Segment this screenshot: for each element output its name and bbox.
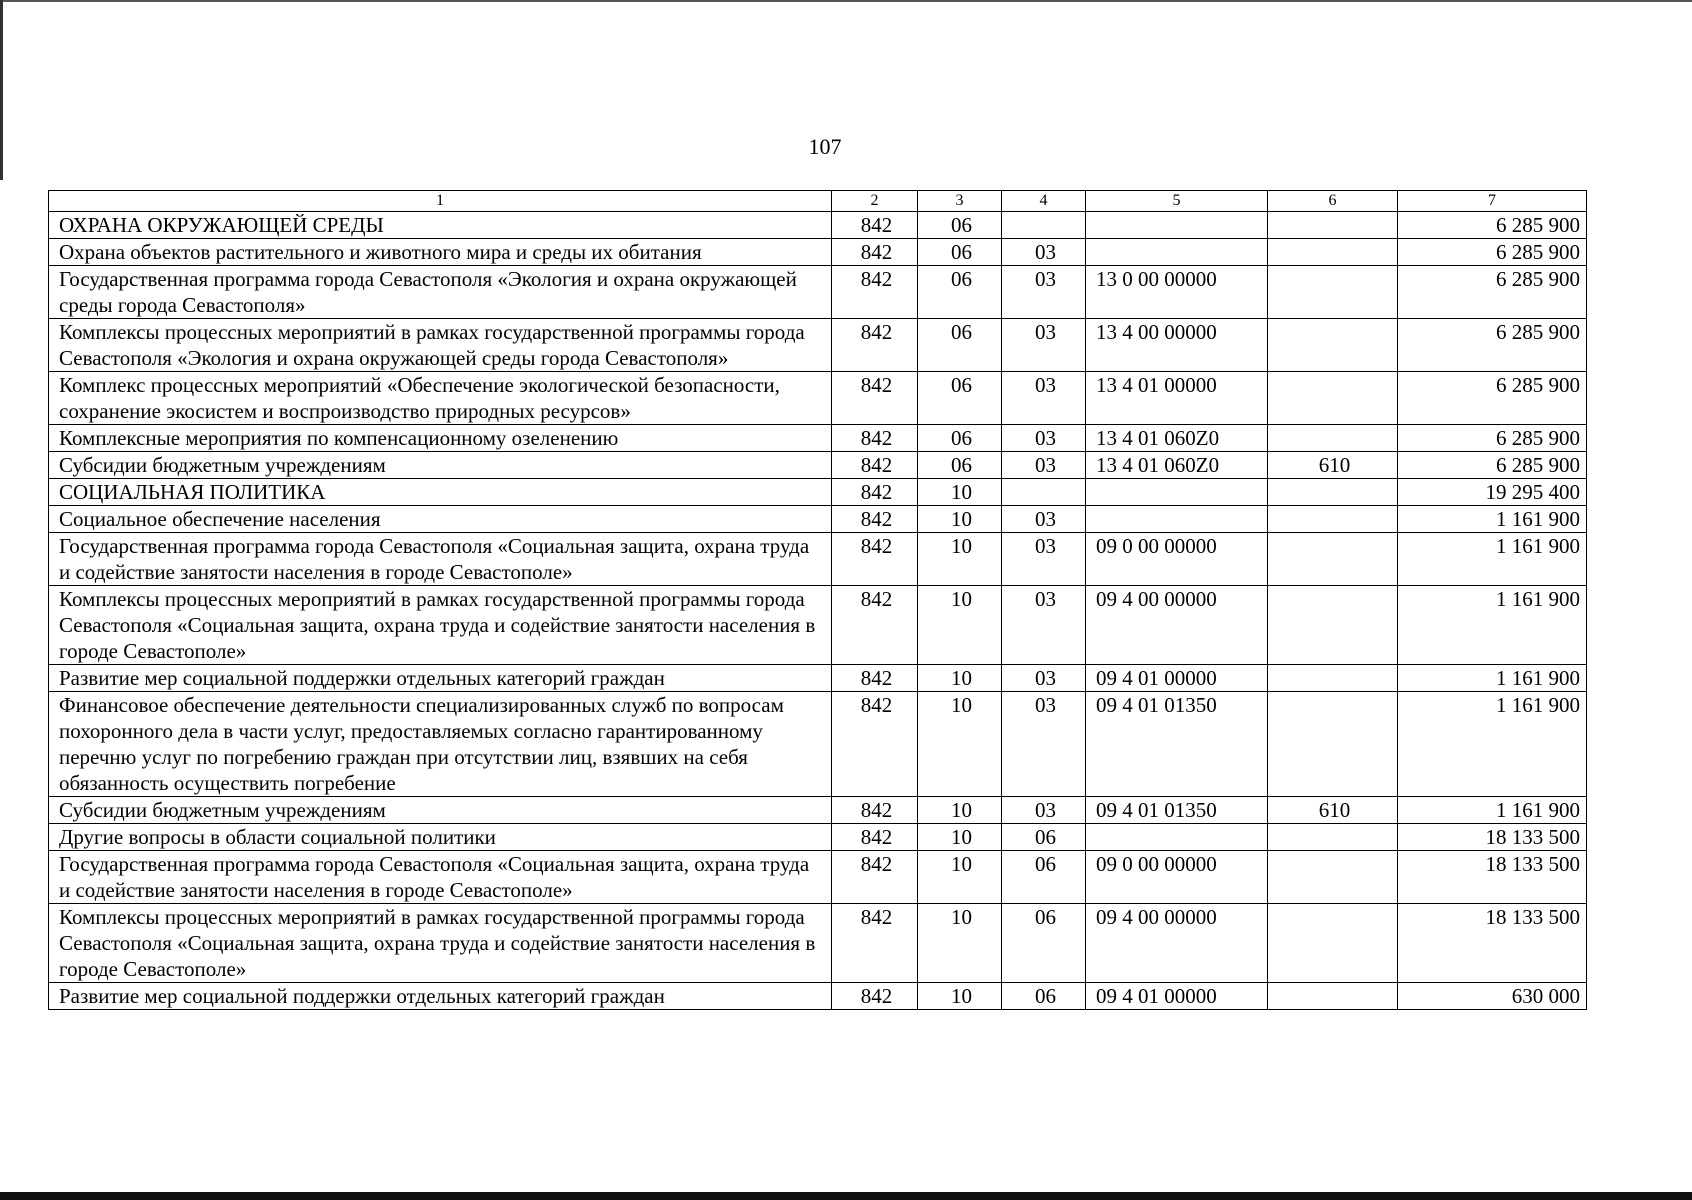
- table-row: [49, 665, 1587, 692]
- cell-subsection: 03: [1002, 533, 1086, 586]
- cell-admin-code: 842: [832, 533, 918, 586]
- cell-expense-type: [1268, 506, 1398, 533]
- table-row: [49, 425, 1587, 452]
- table-row: [49, 319, 1587, 372]
- scan-edge-left: [0, 0, 3, 180]
- cell-section: 06: [918, 425, 1002, 452]
- table-row: [49, 533, 1587, 586]
- cell-name: Развитие мер социальной поддержки отдельных категорий граждан: [49, 665, 832, 692]
- cell-section: 06: [918, 266, 1002, 319]
- cell-amount: 1 161 900: [1398, 533, 1587, 586]
- cell-name: Комплексы процессных мероприятий в рамках государственной программы города Севастополя «Социальная защита, охрана труда и содействие занятости населения в городе Севастополе»: [49, 586, 832, 665]
- column-header: 6: [1268, 191, 1398, 212]
- cell-target-code: 13 4 01 00000: [1086, 372, 1268, 425]
- cell-subsection: 03: [1002, 266, 1086, 319]
- cell-admin-code: 842: [832, 797, 918, 824]
- cell-expense-type: 610: [1268, 797, 1398, 824]
- cell-name: Государственная программа города Севастополя «Экология и охрана окружающей среды города Севастополя»: [49, 266, 832, 319]
- cell-target-code: [1086, 824, 1268, 851]
- cell-admin-code: 842: [832, 506, 918, 533]
- table-row: [49, 904, 1587, 983]
- cell-section: 10: [918, 479, 1002, 506]
- cell-subsection: 03: [1002, 665, 1086, 692]
- cell-name: Комплексные мероприятия по компенсационному озеленению: [49, 425, 832, 452]
- cell-section: 06: [918, 212, 1002, 239]
- column-header: 1: [49, 191, 832, 212]
- cell-amount: 1 161 900: [1398, 797, 1587, 824]
- cell-admin-code: 842: [832, 239, 918, 266]
- cell-name: Финансовое обеспечение деятельности специализированных служб по вопросам похоронного дела в части услуг, предоставляемых согласно гарантированному перечню услуг по погребению граждан при отсутствии лиц, взявших на себя обязанность осуществить погребение: [49, 692, 832, 797]
- cell-expense-type: [1268, 266, 1398, 319]
- cell-expense-type: [1268, 533, 1398, 586]
- cell-name: Развитие мер социальной поддержки отдельных категорий граждан: [49, 983, 832, 1010]
- cell-section: 06: [918, 372, 1002, 425]
- cell-subsection: 03: [1002, 586, 1086, 665]
- page-number: 107: [808, 134, 842, 159]
- cell-target-code: [1086, 506, 1268, 533]
- cell-subsection: 03: [1002, 506, 1086, 533]
- cell-expense-type: [1268, 851, 1398, 904]
- cell-target-code: 09 4 01 00000: [1086, 983, 1268, 1010]
- cell-target-code: 09 4 00 00000: [1086, 586, 1268, 665]
- cell-amount: 630 000: [1398, 983, 1587, 1010]
- cell-amount: 6 285 900: [1398, 452, 1587, 479]
- cell-admin-code: 842: [832, 372, 918, 425]
- cell-amount: 19 295 400: [1398, 479, 1587, 506]
- table-row: [49, 851, 1587, 904]
- table-row: [49, 983, 1587, 1010]
- cell-subsection: [1002, 479, 1086, 506]
- cell-expense-type: [1268, 239, 1398, 266]
- cell-admin-code: 842: [832, 425, 918, 452]
- table-body: [49, 212, 1587, 1010]
- cell-amount: 1 161 900: [1398, 692, 1587, 797]
- cell-admin-code: 842: [832, 851, 918, 904]
- table-row: [49, 479, 1587, 506]
- column-header: 2: [832, 191, 918, 212]
- cell-name: СОЦИАЛЬНАЯ ПОЛИТИКА: [49, 479, 832, 506]
- cell-amount: 1 161 900: [1398, 506, 1587, 533]
- table-row: [49, 692, 1587, 797]
- cell-name: Субсидии бюджетным учреждениям: [49, 452, 832, 479]
- cell-subsection: 06: [1002, 983, 1086, 1010]
- cell-name: Социальное обеспечение населения: [49, 506, 832, 533]
- cell-target-code: 09 4 01 01350: [1086, 797, 1268, 824]
- cell-admin-code: 842: [832, 586, 918, 665]
- cell-section: 10: [918, 824, 1002, 851]
- table-row: [49, 452, 1587, 479]
- cell-admin-code: 842: [832, 479, 918, 506]
- cell-name: Государственная программа города Севастополя «Социальная защита, охрана труда и содействие занятости населения в городе Севастополе»: [49, 533, 832, 586]
- cell-expense-type: 610: [1268, 452, 1398, 479]
- cell-section: 10: [918, 665, 1002, 692]
- cell-subsection: 03: [1002, 797, 1086, 824]
- cell-section: 10: [918, 586, 1002, 665]
- cell-amount: 6 285 900: [1398, 239, 1587, 266]
- cell-section: 10: [918, 797, 1002, 824]
- cell-section: 10: [918, 904, 1002, 983]
- cell-amount: 6 285 900: [1398, 372, 1587, 425]
- cell-subsection: 03: [1002, 425, 1086, 452]
- scan-edge-top: [0, 0, 1692, 2]
- cell-target-code: 09 4 00 00000: [1086, 904, 1268, 983]
- cell-section: 06: [918, 319, 1002, 372]
- cell-target-code: 09 4 01 00000: [1086, 665, 1268, 692]
- budget-table: [48, 190, 1587, 1010]
- cell-section: 10: [918, 983, 1002, 1010]
- cell-section: 10: [918, 506, 1002, 533]
- cell-subsection: 03: [1002, 319, 1086, 372]
- cell-name: ОХРАНА ОКРУЖАЮЩЕЙ СРЕДЫ: [49, 212, 832, 239]
- cell-target-code: 13 0 00 00000: [1086, 266, 1268, 319]
- cell-amount: 6 285 900: [1398, 319, 1587, 372]
- cell-expense-type: [1268, 904, 1398, 983]
- cell-name: Комплексы процессных мероприятий в рамках государственной программы города Севастополя «Социальная защита, охрана труда и содействие занятости населения в городе Севастополе»: [49, 904, 832, 983]
- cell-amount: 6 285 900: [1398, 266, 1587, 319]
- cell-expense-type: [1268, 319, 1398, 372]
- cell-expense-type: [1268, 425, 1398, 452]
- cell-amount: 18 133 500: [1398, 824, 1587, 851]
- cell-target-code: [1086, 239, 1268, 266]
- cell-amount: 1 161 900: [1398, 665, 1587, 692]
- cell-target-code: [1086, 479, 1268, 506]
- cell-subsection: 03: [1002, 372, 1086, 425]
- cell-subsection: 03: [1002, 692, 1086, 797]
- cell-name: Субсидии бюджетным учреждениям: [49, 797, 832, 824]
- cell-name: Комплексы процессных мероприятий в рамках государственной программы города Севастополя «Экология и охрана окружающей среды города Севастополя»: [49, 319, 832, 372]
- cell-section: 06: [918, 239, 1002, 266]
- cell-subsection: 06: [1002, 851, 1086, 904]
- cell-expense-type: [1268, 824, 1398, 851]
- cell-subsection: 03: [1002, 452, 1086, 479]
- table-row: [49, 506, 1587, 533]
- cell-admin-code: 842: [832, 904, 918, 983]
- cell-expense-type: [1268, 479, 1398, 506]
- cell-section: 10: [918, 692, 1002, 797]
- cell-expense-type: [1268, 212, 1398, 239]
- cell-admin-code: 842: [832, 452, 918, 479]
- cell-admin-code: 842: [832, 266, 918, 319]
- cell-section: 10: [918, 533, 1002, 586]
- cell-target-code: 13 4 01 060Z0: [1086, 452, 1268, 479]
- table-row: [49, 212, 1587, 239]
- table-row: [49, 824, 1587, 851]
- column-header: 4: [1002, 191, 1086, 212]
- table-header-row: [49, 191, 1587, 212]
- cell-admin-code: 842: [832, 692, 918, 797]
- cell-expense-type: [1268, 372, 1398, 425]
- cell-target-code: 09 0 00 00000: [1086, 533, 1268, 586]
- cell-amount: 1 161 900: [1398, 586, 1587, 665]
- cell-admin-code: 842: [832, 319, 918, 372]
- scan-edge-bottom: [0, 1192, 1692, 1200]
- cell-expense-type: [1268, 665, 1398, 692]
- cell-section: 10: [918, 851, 1002, 904]
- cell-amount: 18 133 500: [1398, 904, 1587, 983]
- cell-amount: 6 285 900: [1398, 425, 1587, 452]
- cell-name: Государственная программа города Севастополя «Социальная защита, охрана труда и содействие занятости населения в городе Севастополе»: [49, 851, 832, 904]
- cell-expense-type: [1268, 983, 1398, 1010]
- cell-amount: 18 133 500: [1398, 851, 1587, 904]
- table-row: [49, 372, 1587, 425]
- cell-amount: 6 285 900: [1398, 212, 1587, 239]
- cell-admin-code: 842: [832, 665, 918, 692]
- cell-target-code: 09 0 00 00000: [1086, 851, 1268, 904]
- cell-admin-code: 842: [832, 983, 918, 1010]
- cell-target-code: 13 4 01 060Z0: [1086, 425, 1268, 452]
- cell-admin-code: 842: [832, 212, 918, 239]
- cell-target-code: [1086, 212, 1268, 239]
- cell-expense-type: [1268, 586, 1398, 665]
- cell-name: Охрана объектов растительного и животного мира и среды их обитания: [49, 239, 832, 266]
- column-header: 7: [1398, 191, 1587, 212]
- column-header: 3: [918, 191, 1002, 212]
- cell-name: Другие вопросы в области социальной политики: [49, 824, 832, 851]
- cell-expense-type: [1268, 692, 1398, 797]
- table-row: [49, 797, 1587, 824]
- cell-subsection: 03: [1002, 239, 1086, 266]
- cell-target-code: 13 4 00 00000: [1086, 319, 1268, 372]
- cell-section: 06: [918, 452, 1002, 479]
- table-row: [49, 266, 1587, 319]
- cell-subsection: 06: [1002, 904, 1086, 983]
- cell-admin-code: 842: [832, 824, 918, 851]
- cell-subsection: [1002, 212, 1086, 239]
- table-row: [49, 239, 1587, 266]
- column-header: 5: [1086, 191, 1268, 212]
- cell-name: Комплекс процессных мероприятий «Обеспечение экологической безопасности, сохранение экосистем и воспроизводство природных ресурсов»: [49, 372, 832, 425]
- cell-subsection: 06: [1002, 824, 1086, 851]
- table-row: [49, 586, 1587, 665]
- cell-target-code: 09 4 01 01350: [1086, 692, 1268, 797]
